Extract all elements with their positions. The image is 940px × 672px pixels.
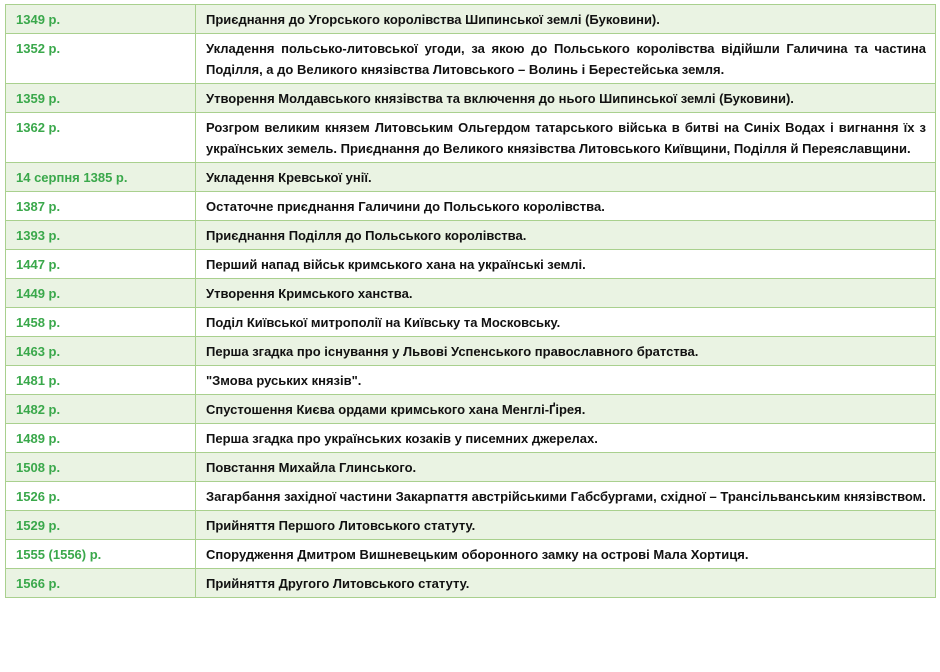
table-row: [6, 366, 936, 395]
table-row: [6, 453, 936, 482]
date-cell: 1458 р.: [6, 308, 196, 337]
event-cell: Спорудження Дмитром Вишневецьким оборонного замку на острові Мала Хортиця.: [196, 540, 936, 569]
event-cell: Загарбання західної частини Закарпаття австрійськими Габсбургами, східної – Трансільванським князівством.: [196, 482, 936, 511]
date-cell: 1447 р.: [6, 250, 196, 279]
date-cell: 1349 р.: [6, 5, 196, 34]
date-cell: 1482 р.: [6, 395, 196, 424]
date-cell: 1362 р.: [6, 113, 196, 163]
date-cell: 1508 р.: [6, 453, 196, 482]
event-cell: Поділ Київської митрополії на Київську та Московську.: [196, 308, 936, 337]
event-cell: Спустошення Києва ордами кримського хана Менглі-Ґірея.: [196, 395, 936, 424]
table-row: [6, 34, 936, 84]
table-row: [6, 113, 936, 163]
table-row: [6, 308, 936, 337]
event-cell: Утворення Молдавського князівства та включення до нього Шипинської землі (Буковини).: [196, 84, 936, 113]
date-cell: 1489 р.: [6, 424, 196, 453]
table-row: [6, 192, 936, 221]
date-cell: 1529 р.: [6, 511, 196, 540]
table-row: [6, 221, 936, 250]
table-row: [6, 540, 936, 569]
timeline-table: [5, 4, 936, 598]
date-cell: 1393 р.: [6, 221, 196, 250]
date-cell: 1566 р.: [6, 569, 196, 598]
event-cell: Приєднання до Угорського королівства Шипинської землі (Буковини).: [196, 5, 936, 34]
table-row: [6, 5, 936, 34]
event-cell: Перша згадка про українських козаків у писемних джерелах.: [196, 424, 936, 453]
table-row: [6, 250, 936, 279]
date-cell: 1387 р.: [6, 192, 196, 221]
event-cell: "Змова руських князів".: [196, 366, 936, 395]
table-row: [6, 424, 936, 453]
table-row: [6, 482, 936, 511]
event-cell: Розгром великим князем Литовським Ольгердом татарського війська в битві на Синіх Водах і вигнання їх з українських земель. Приєднання до Великого князівства Литовського Київщини, Поділля й Переяславщини.: [196, 113, 936, 163]
table-row: [6, 395, 936, 424]
date-cell: 1449 р.: [6, 279, 196, 308]
event-cell: Прийняття Другого Литовського статуту.: [196, 569, 936, 598]
event-cell: Укладення Кревської унії.: [196, 163, 936, 192]
event-cell: Остаточне приєднання Галичини до Польського королівства.: [196, 192, 936, 221]
event-cell: Повстання Михайла Глинського.: [196, 453, 936, 482]
event-cell: Перший напад військ кримського хана на українські землі.: [196, 250, 936, 279]
table-row: [6, 569, 936, 598]
table-row: [6, 163, 936, 192]
table-row: [6, 511, 936, 540]
table-row: [6, 279, 936, 308]
date-cell: 1555 (1556) р.: [6, 540, 196, 569]
date-cell: 1359 р.: [6, 84, 196, 113]
event-cell: Прийняття Першого Литовського статуту.: [196, 511, 936, 540]
date-cell: 14 серпня 1385 р.: [6, 163, 196, 192]
date-cell: 1463 р.: [6, 337, 196, 366]
date-cell: 1526 р.: [6, 482, 196, 511]
event-cell: Приєднання Поділля до Польського королівства.: [196, 221, 936, 250]
event-cell: Укладення польсько-литовської угоди, за якою до Польського королівства відійшли Галичина та частина Поділля, а до Великого князівства Литовського – Волинь і Берестейська земля.: [196, 34, 936, 84]
date-cell: 1352 р.: [6, 34, 196, 84]
event-cell: Утворення Кримського ханства.: [196, 279, 936, 308]
timeline-rows: [6, 5, 936, 598]
table-row: [6, 337, 936, 366]
date-cell: 1481 р.: [6, 366, 196, 395]
table-row: [6, 84, 936, 113]
event-cell: Перша згадка про існування у Львові Успенського православного братства.: [196, 337, 936, 366]
